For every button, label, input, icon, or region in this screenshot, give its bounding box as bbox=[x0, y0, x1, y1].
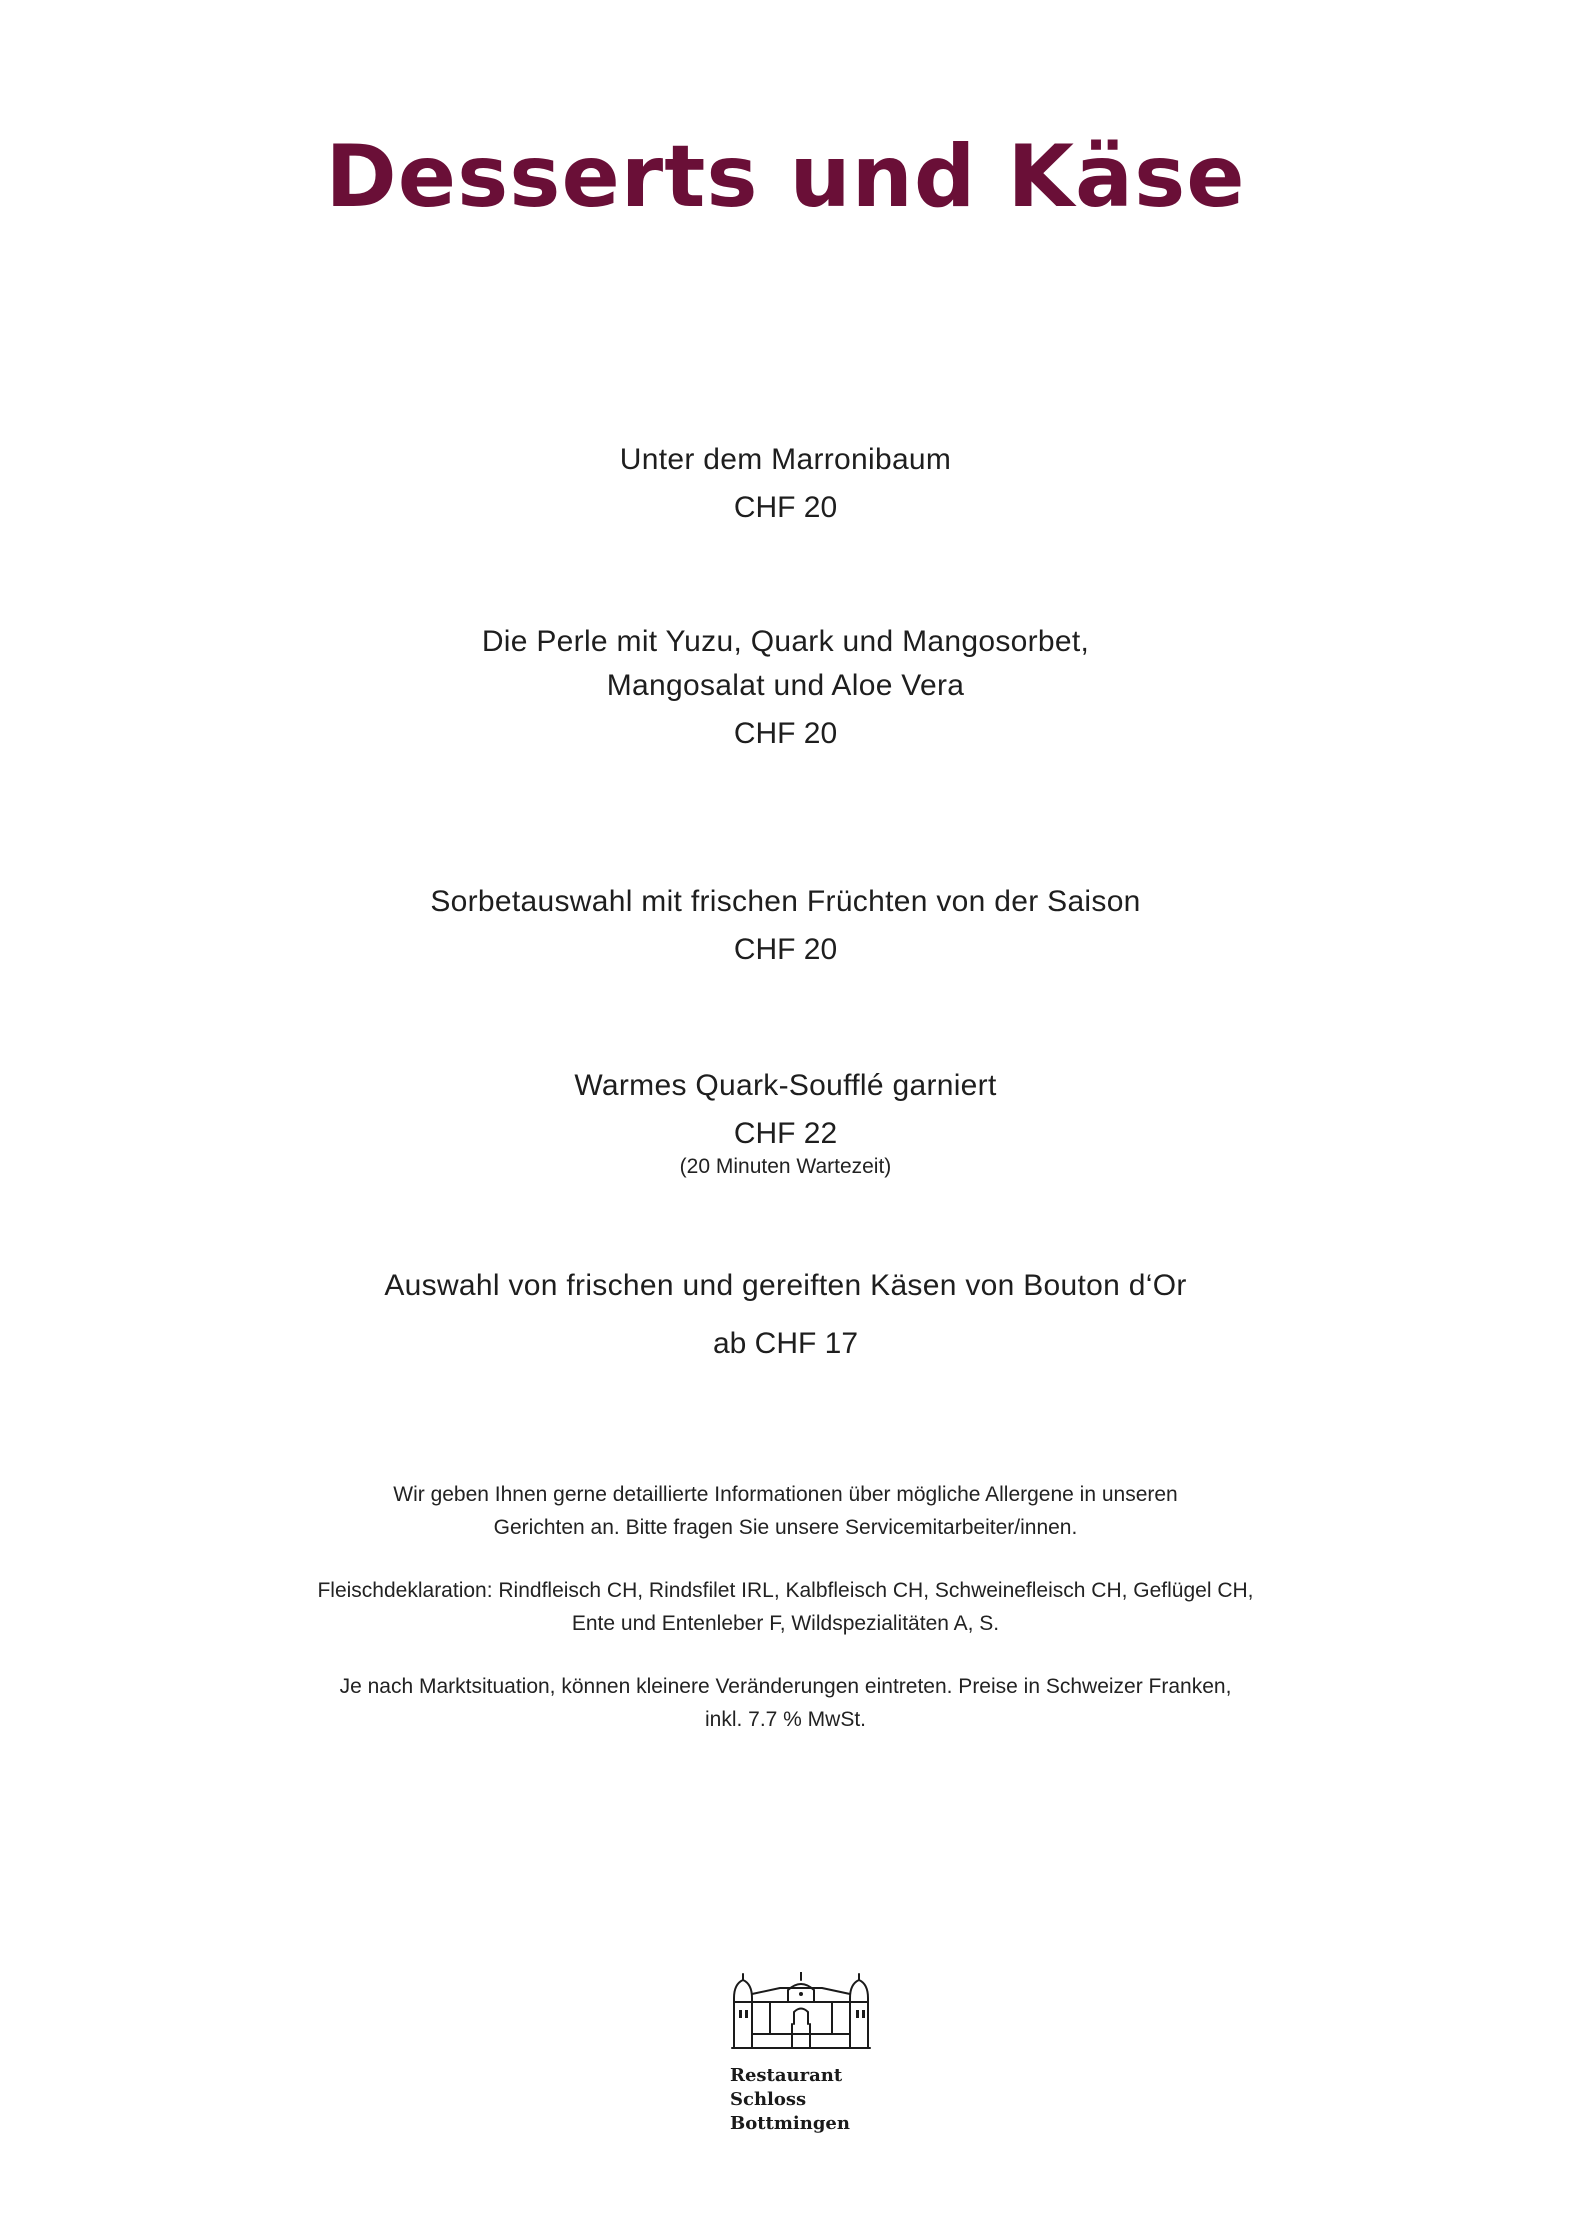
menu-item-price: CHF 20 bbox=[733, 933, 838, 966]
meat-declaration: Fleischdeklaration: Rindfleisch CH, Rindsfilet IRL, Kalbfleisch CH, Schweinefleisch CH, Geflügel CH, Ente und Entenleber F, Wildspezialitäten A, S. bbox=[317, 1579, 1254, 1635]
restaurant-logo bbox=[730, 1972, 880, 2136]
menu-item-note: (20 Minuten Wartezeit) bbox=[679, 1155, 892, 1178]
menu-item-name: Warmes Quark-Soufflé garniert bbox=[574, 1069, 997, 1102]
menu-item-price: ab CHF 17 bbox=[712, 1327, 859, 1360]
menu-item-price: CHF 20 bbox=[733, 717, 838, 750]
menu-item-price: CHF 22 bbox=[733, 1117, 838, 1150]
menu-item-perle bbox=[0, 620, 1571, 754]
menu-item-name: Auswahl von frischen und gereiften Käsen von Bouton d‘Or bbox=[384, 1269, 1187, 1302]
menu-item-name: Die Perle mit Yuzu, Quark und Mangosorbet, Mangosalat und Aloe Vera bbox=[481, 625, 1090, 702]
menu-item-name: Unter dem Marronibaum bbox=[619, 443, 952, 476]
menu-item-sorbetauswahl bbox=[0, 880, 1571, 970]
menu-item-price: CHF 20 bbox=[733, 491, 838, 524]
menu-item-marronibaum bbox=[0, 438, 1571, 528]
castle-icon bbox=[730, 1972, 872, 2050]
logo-wordmark: Restaurant Schloss Bottmingen bbox=[730, 2065, 850, 2134]
page-title: Desserts und Käse bbox=[325, 127, 1246, 227]
menu-item-souffle bbox=[0, 1064, 1571, 1180]
price-info: Je nach Marktsituation, können kleinere Veränderungen eintreten. Preise in Schweizer Franken, inkl. 7.7 % MwSt. bbox=[339, 1675, 1232, 1731]
info-section bbox=[0, 1478, 1571, 1766]
allergen-info: Wir geben Ihnen gerne detaillierte Informationen über mögliche Allergene in unseren Gerichten an. Bitte fragen Sie unsere Servicemitarbeiter/innen. bbox=[393, 1483, 1178, 1539]
menu-item-name: Sorbetauswahl mit frischen Früchten von der Saison bbox=[430, 885, 1141, 918]
menu-item-kaese bbox=[0, 1264, 1571, 1364]
